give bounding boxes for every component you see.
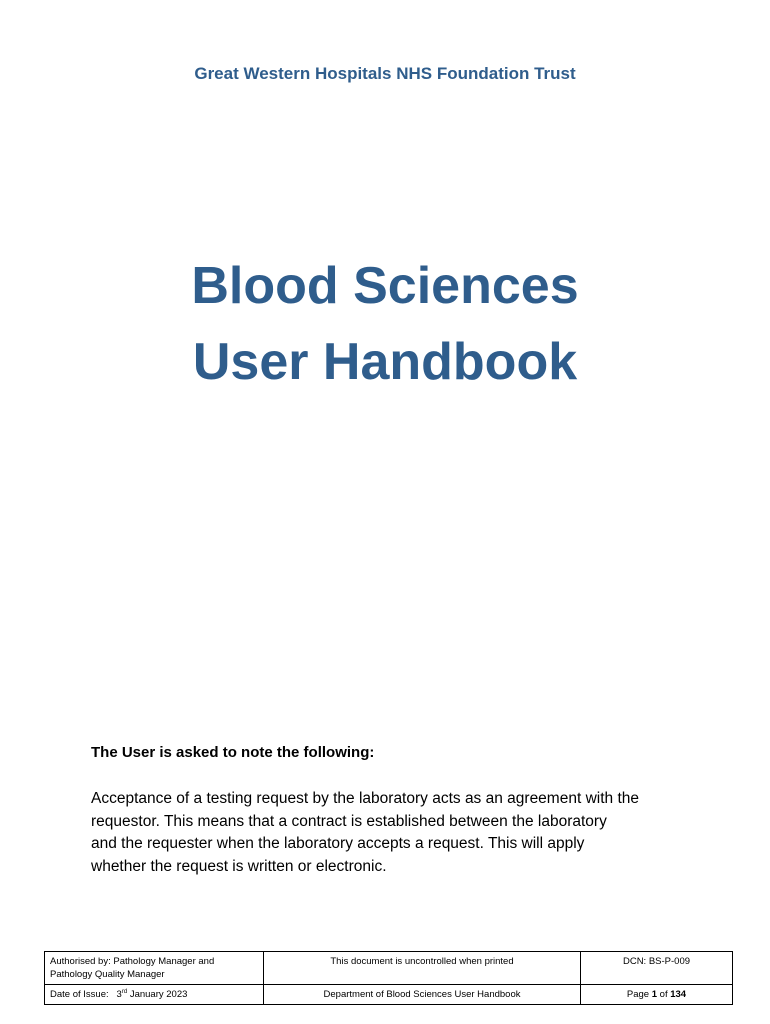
- page-current: 1: [651, 989, 658, 1000]
- title-line-2: User Handbook: [192, 333, 578, 391]
- page-of: of: [659, 989, 668, 1000]
- issue-day: 3: [116, 989, 122, 1000]
- note-body: [91, 788, 691, 878]
- note-line: whether the request is written or electronic.: [91, 857, 387, 875]
- issue-day-suffix: rd: [121, 988, 128, 995]
- department-name: Department of Blood Sciences User Handbook: [264, 985, 581, 1005]
- issue-month-year: January 2023: [129, 989, 188, 1000]
- note-line: and the requester when the laboratory accepts a request. This will apply: [91, 835, 585, 852]
- uncontrolled-notice: This document is uncontrolled when printed: [264, 952, 581, 985]
- date-of-issue: [45, 985, 264, 1005]
- page-total: 134: [670, 989, 687, 1000]
- footer-row: [45, 952, 733, 985]
- note-line: requestor. This means that a contract is established between the laboratory: [91, 812, 607, 830]
- issue-label: Date of Issue:: [50, 989, 109, 1000]
- document-control-number: DCN: BS-P-009: [581, 952, 733, 985]
- footer-row: [45, 985, 733, 1005]
- document-footer-table: [44, 951, 733, 1005]
- page-number: [581, 985, 733, 1005]
- note-line: Acceptance of a testing request by the laboratory acts as an agreement with the: [91, 790, 639, 807]
- authorised-by: Authorised by: Pathology Manager and Pathology Quality Manager: [45, 952, 264, 985]
- document-title: [0, 248, 770, 400]
- title-line-1: Blood Sciences: [191, 257, 579, 315]
- trust-name: Great Western Hospitals NHS Foundation Trust: [194, 64, 576, 83]
- page-label: Page: [626, 989, 650, 1000]
- note-heading: The User is asked to note the following:: [91, 744, 375, 761]
